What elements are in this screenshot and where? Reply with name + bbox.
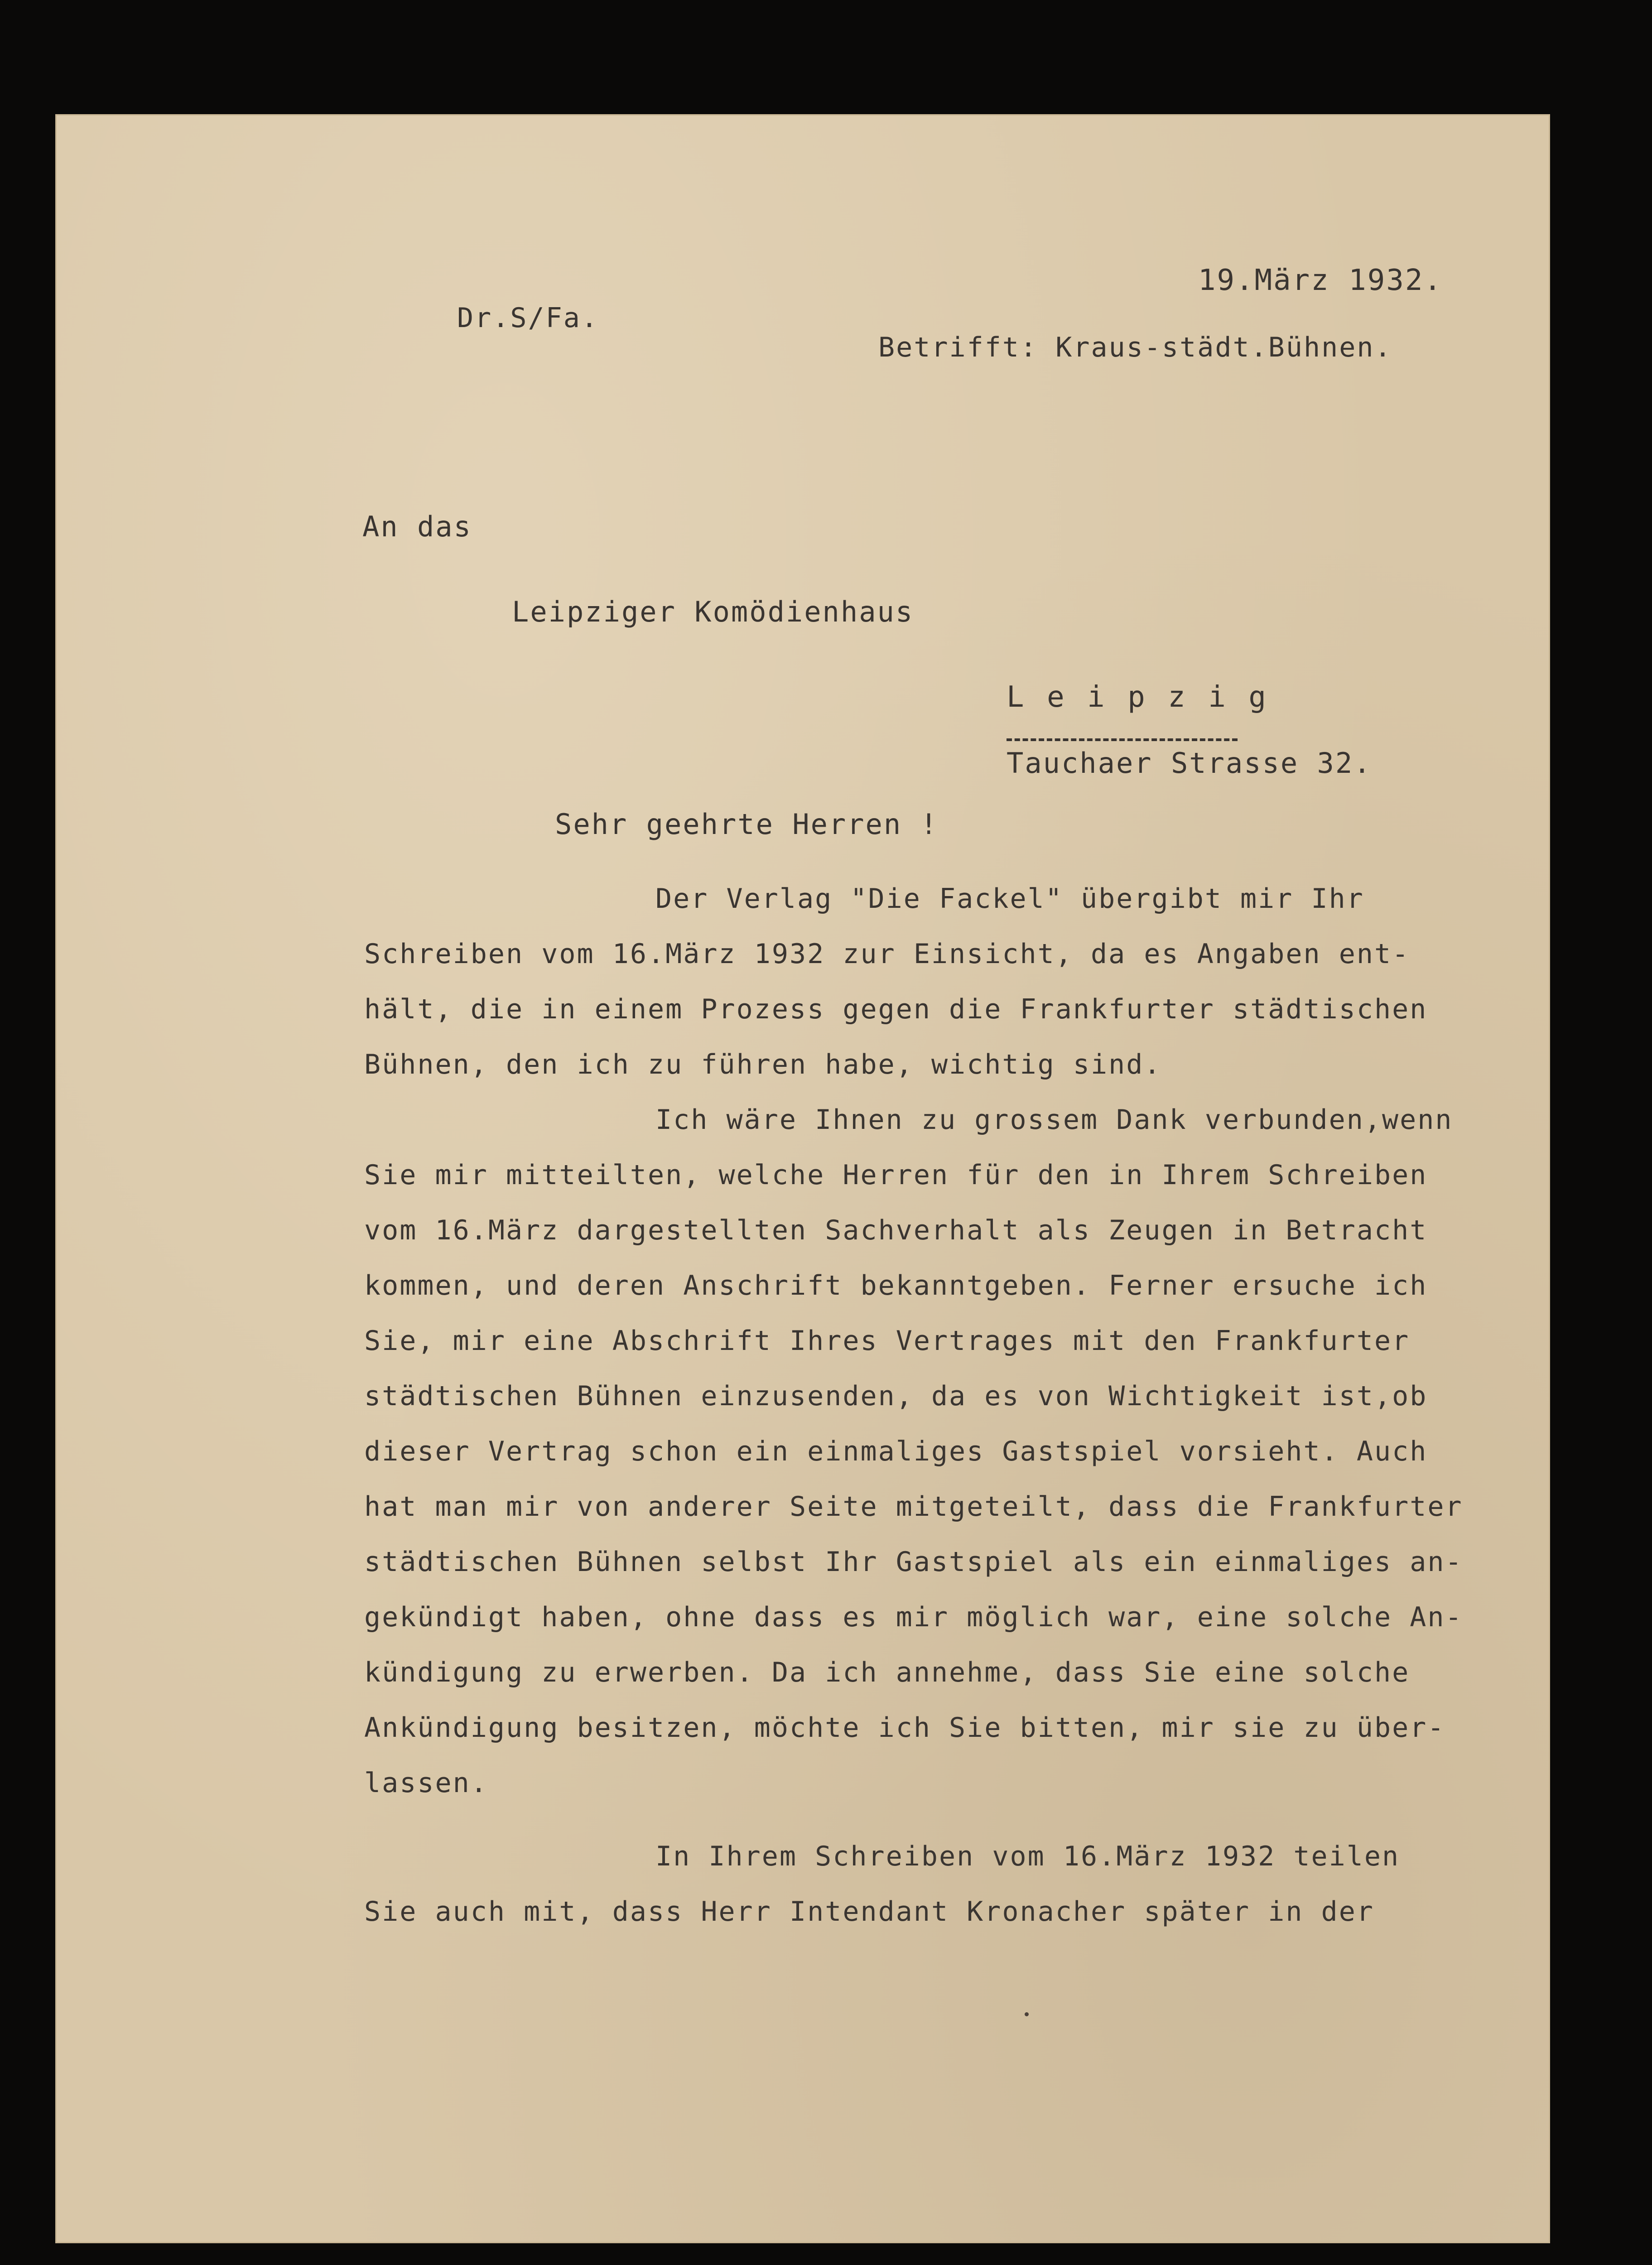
body-line: kommen, und deren Anschrift bekanntgeben. Ferner ersuche ich xyxy=(364,1270,1428,1301)
body-line: dieser Vertrag schon ein einmaliges Gastspiel vorsieht. Auch xyxy=(364,1436,1428,1467)
body-line: hält, die in einem Prozess gegen die Frankfurter städtischen xyxy=(364,993,1428,1025)
reference-code: Dr.S/Fa. xyxy=(457,302,599,334)
body-line: städtischen Bühnen einzusenden, da es von Wichtigkeit ist,ob xyxy=(364,1380,1428,1412)
body-line: Ich wäre Ihnen zu grossem Dank verbunden,wenn xyxy=(655,1104,1453,1136)
recipient-street: Tauchaer Strasse 32. xyxy=(1007,747,1372,780)
body-line: vom 16.März dargestellten Sachverhalt als Zeugen in Betracht xyxy=(364,1214,1428,1246)
body-line: kündigung zu erwerben. Da ich annehme, dass Sie eine solche xyxy=(364,1657,1410,1688)
body-line: Sie auch mit, dass Herr Intendant Kronacher später in der xyxy=(364,1896,1375,1928)
subject-line: Betrifft: Kraus-städt.Bühnen. xyxy=(878,332,1392,363)
salutation: Sehr geehrte Herren ! xyxy=(555,808,939,841)
body-line: In Ihrem Schreiben vom 16.März 1932 teilen xyxy=(655,1841,1400,1872)
letter-page xyxy=(55,114,1550,2243)
letter-date: 19.März 1932. xyxy=(1198,264,1443,297)
recipient-city: L e i p z i g xyxy=(1007,680,1269,714)
body-line: Der Verlag "Die Fackel" übergibt mir Ihr xyxy=(655,883,1364,915)
body-line: gekündigt haben, ohne dass es mir möglich war, eine solche An- xyxy=(364,1601,1463,1633)
body-line: Ankündigung besitzen, möchte ich Sie bitten, mir sie zu über- xyxy=(364,1712,1445,1744)
body-line: Schreiben vom 16.März 1932 zur Einsicht, da es Angaben ent- xyxy=(364,938,1410,970)
recipient-line-1: An das xyxy=(362,510,472,543)
body-line: städtischen Bühnen selbst Ihr Gastspiel als ein einmaliges an- xyxy=(364,1546,1463,1578)
body-line: lassen. xyxy=(364,1767,488,1799)
body-line: Sie mir mitteilten, welche Herren für den in Ihrem Schreiben xyxy=(364,1159,1428,1191)
body-line: Sie, mir eine Abschrift Ihres Vertrages mit den Frankfurter xyxy=(364,1325,1410,1357)
paper-speck xyxy=(1025,2012,1029,2016)
city-underline xyxy=(1007,738,1238,741)
recipient-name: Leipziger Komödienhaus xyxy=(512,595,914,628)
body-line: hat man mir von anderer Seite mitgeteilt, dass die Frankfurter xyxy=(364,1491,1463,1523)
body-line: Bühnen, den ich zu führen habe, wichtig sind. xyxy=(364,1049,1162,1080)
